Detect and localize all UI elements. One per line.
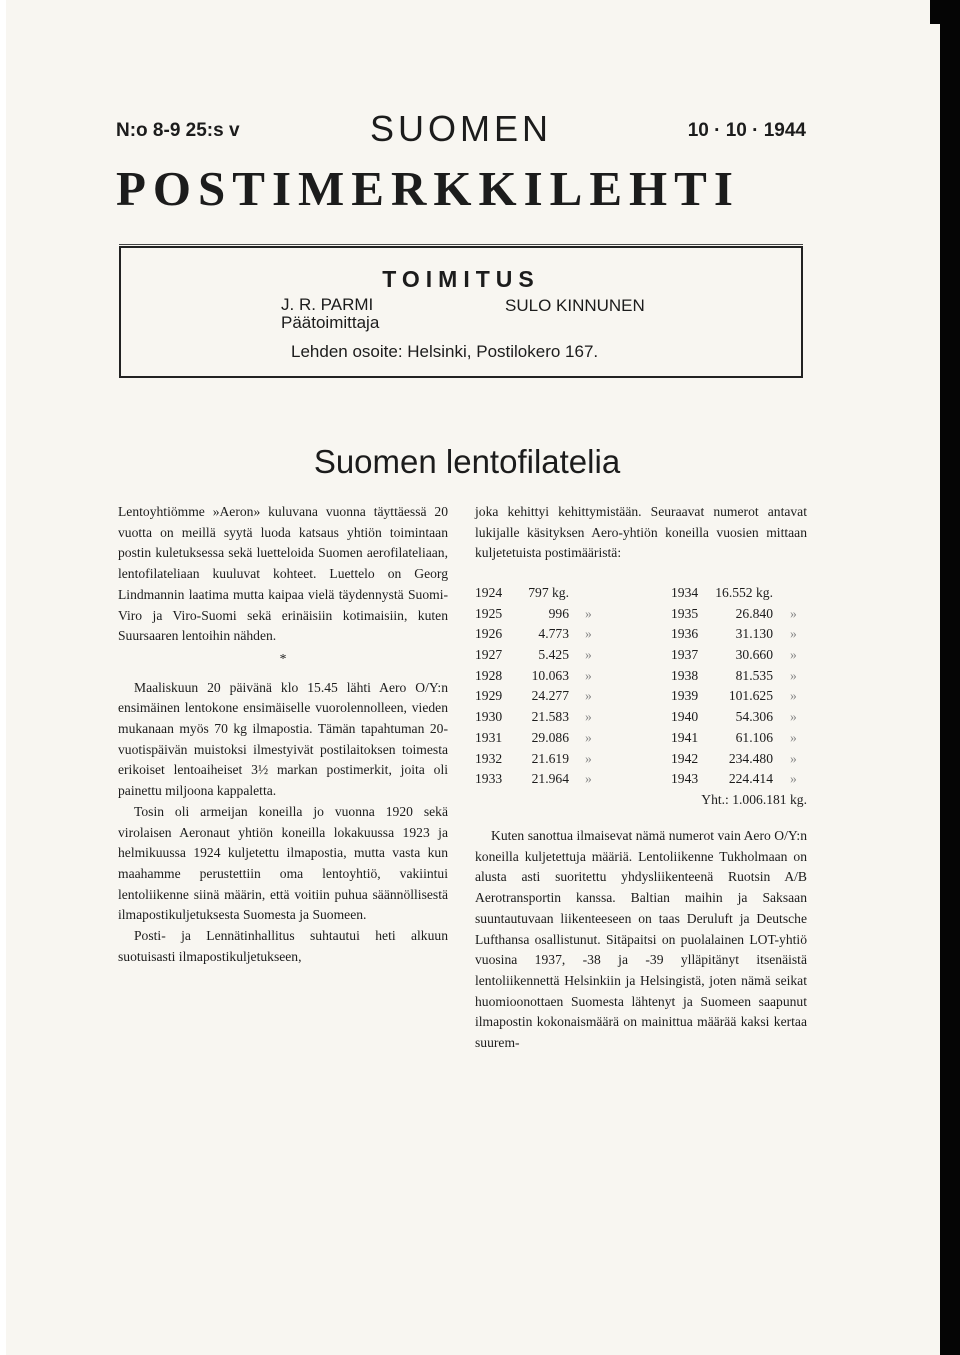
airmail-stats-table: [475, 585, 807, 813]
paragraph: Tosin oli armeijan koneilla jo vuonna 1920 sekä virolaisen Aeronaut yhtiön koneilla lokakuussa 1923 ja helmikuussa 1924 kuljetettu ilmapostia, mutta vasta kun maahamme perustettiin oma lentoyhtiö, vakiintui lentoliikenne siinä määrin, että voitiin puhua säännöllisestä ilmapostikuljetuksesta Suomesta ja Suomeen.: [118, 803, 448, 923]
table-row: 1932 21.619 » 1942 234.480 »: [475, 750, 797, 766]
stats-total: Yht.: 1.006.181 kg.: [701, 791, 807, 807]
table-row: 1929 24.277 » 1939 101.625 »: [475, 688, 797, 704]
paragraph: Posti- ja Lennätinhallitus suhtautui heti alkuun suotuisasti ilmapostikuljetukseen,: [118, 928, 448, 964]
masthead-title: POSTIMERKKILEHTI: [116, 161, 740, 216]
table-row: 1927 5.425 » 1937 30.660 »: [475, 647, 797, 663]
article-left-column: [118, 502, 448, 967]
scan-corner: [930, 0, 960, 24]
table-row: 1925 996 » 1935 26.840 »: [475, 605, 797, 621]
editorial-address: Lehden osoite: Helsinki, Postilokero 167.: [291, 342, 599, 361]
article-right-column-top: [475, 502, 807, 564]
table-row: 1928 10.063 » 1938 81.535 »: [475, 667, 797, 683]
paragraph: Kuten sanottua ilmaisevat nämä numerot vain Aero O/Y:n koneilla kuljetettuja määriä. Lentoliikenne Tukholmaan on alusta asti suoritettu yhdysliikenteenä Ruotsin A/B Aerotransportin kanssa. Baltian maihin ja Saksaan suuntautuvaan liikenteeseen on taas Deruluft ja Deutsche Lufthansa osallistunut. Sitäpaitsi on puolalainen LOT-yhtiö vuosina 1937, -38 ja -39 ylläpitänyt itsenäistä lentoliikennettä Helsinkiin ja Helsingistä, joten nämä seikat huomioonottaen Suomesta lähtenyt ja Suomeen saapunut ilmapostin kokonaismäärä on mainittua määrää kaksi kertaa suurem-: [475, 828, 807, 1051]
issue-date: 10 · 10 · 1944: [687, 120, 806, 141]
paragraph: Lentoyhtiömme »Aeron» kuluvana vuonna täyttäessä 20 vuotta on meillä syytä luoda katsaus yhtiön toimintaan postin kuletuksessa sekä luetteloida Suomen aerofilateliaan, lentofilateliaan kuuluvat kohteet. Luettelo on Georg Lindmannin laatima mutta kaipaa vielä täydennystä Suomi-Viro ja Viro-Suomi sekä erinäisiin kotimaisiin, kuten Suursaaren lentoihin nähden.: [118, 504, 448, 644]
table-row: 1926 4.773 » 1936 31.130 »: [475, 626, 797, 642]
table-row: 1924 797 kg. 1934 16.552 kg.: [475, 585, 773, 600]
paragraph: Maaliskuun 20 päivänä klo 15.45 lähti Aero O/Y:n ensimäinen lentokone ensimäiselle vuorolennolleen, vieden mukanaan myös 70 kg ilmapostia. Tämän tapahtuman 20-vuotispäivän muistoksi ilmestyivät postilaitoksen toimesta erikoiset lentoaiheiset 3½ markan postimerkit, joita oli painettu miljoona kappaletta.: [118, 679, 448, 799]
table-row: 1930 21.583 » 1940 54.306 »: [475, 709, 797, 725]
scan-edge: [940, 0, 960, 1355]
separator: *: [279, 650, 287, 666]
box-rule: [119, 244, 803, 245]
table-row: 1933 21.964 » 1943 224.414 »: [475, 771, 797, 787]
editor-in-chief: [281, 296, 379, 332]
paragraph: joka kehittyi kehittymistään. Seuraavat numerot antavat lukijalle käsityksen Aero-yhtiön koneilla vuosien mittaan kuljetetuista postimääristä:: [475, 504, 807, 561]
header-row: [116, 108, 806, 152]
table-row: 1931 29.086 » 1941 61.106 »: [475, 729, 797, 745]
editorial-box: [119, 246, 803, 378]
editor1-role: Päätoimittaja: [281, 313, 380, 332]
header-suomen: SUOMEN: [370, 108, 553, 149]
editor2-name: SULO KINNUNEN: [505, 296, 645, 315]
article-title: Suomen lentofilatelia: [313, 443, 621, 480]
editorial-title: TOIMITUS: [382, 266, 540, 292]
issue-number: N:o 8-9 25:s v: [116, 120, 240, 141]
article-right-column-bottom: [475, 826, 807, 1054]
editor1-name: J. R. PARMI: [281, 295, 374, 314]
